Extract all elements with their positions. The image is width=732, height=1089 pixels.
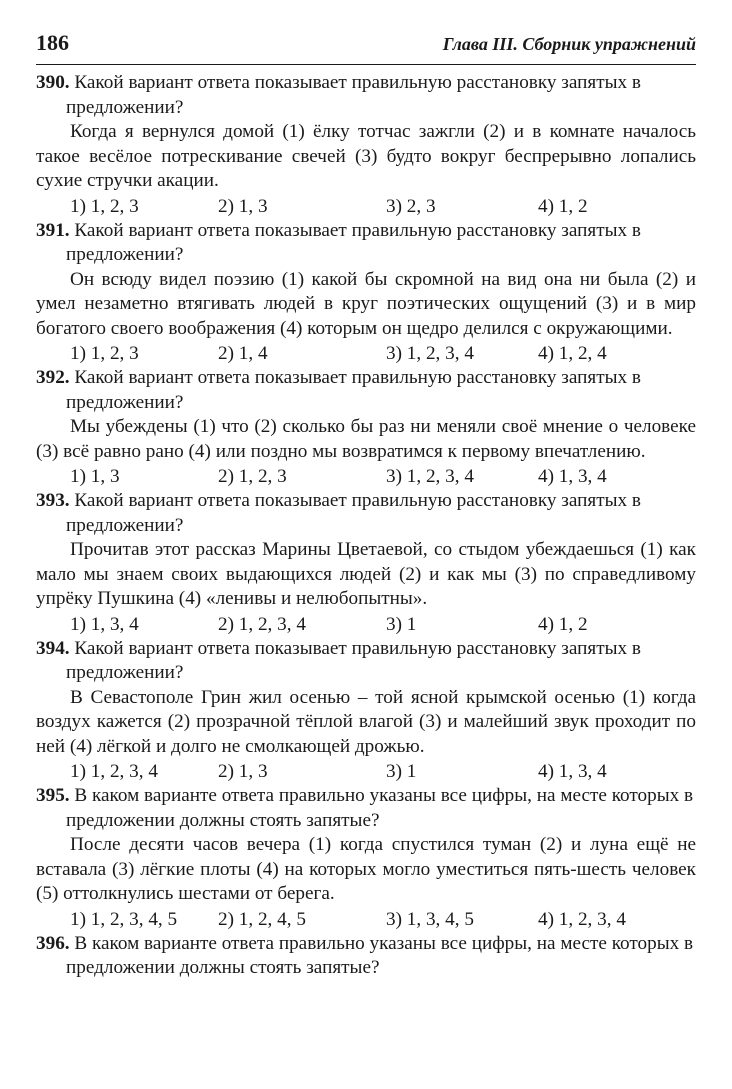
page-number: 186 bbox=[36, 30, 69, 55]
answer-options bbox=[36, 759, 696, 784]
exercise-question bbox=[36, 784, 696, 833]
question-text: Какой вариант ответа показывает правильную расстановку запятых в предложении? bbox=[66, 490, 641, 536]
answer-options bbox=[36, 464, 696, 489]
exercise-392 bbox=[36, 366, 696, 489]
answer-options bbox=[36, 341, 696, 366]
answer-option: 3) 1 bbox=[386, 761, 417, 782]
answer-options bbox=[36, 194, 696, 219]
exercise-number: 390. bbox=[36, 72, 70, 93]
answer-option: 4) 1, 2 bbox=[538, 613, 588, 635]
page-header bbox=[36, 30, 696, 65]
exercise-number: 391. bbox=[36, 219, 70, 241]
question-text: Какой вариант ответа показывает правильную расстановку запятых в предложении? bbox=[66, 219, 641, 265]
answer-option: 4) 1, 3, 4 bbox=[538, 761, 607, 782]
question-text: В каком варианте ответа правильно указаны все цифры, на месте которых в предложении должны стоять запятые? bbox=[66, 932, 694, 978]
answer-option: 2) 1, 3 bbox=[218, 761, 268, 782]
answer-option: 4) 1, 2, 3, 4 bbox=[538, 908, 626, 930]
answer-options bbox=[36, 907, 696, 932]
exercise-sentence: Когда я вернулся домой (1) ёлку тотчас зажгли (2) и в комнате началось такое весёлое потрескивание свечей (3) будто вокруг беспрерывно лопались сухие стручки акации. bbox=[36, 121, 696, 191]
exercise-sentence: Мы убеждены (1) что (2) сколько бы раз ни меняли своё мнение о человеке (3) всё равно рано (4) или поздно мы возвратимся к первому впечатлению. bbox=[36, 416, 696, 462]
exercise-question bbox=[36, 932, 696, 981]
answer-option: 1) 1, 2, 3 bbox=[70, 195, 139, 217]
answer-option: 1) 1, 2, 3, 4, 5 bbox=[70, 908, 178, 930]
answer-option: 3) 1, 2, 3, 4 bbox=[386, 343, 474, 364]
exercise-question bbox=[36, 219, 696, 268]
question-text: Какой вариант ответа показывает правильную расстановку запятых в предложении? bbox=[66, 72, 641, 118]
question-text: Какой вариант ответа показывает правильную расстановку запятых в предложении? bbox=[66, 637, 641, 683]
exercise-question bbox=[36, 71, 696, 120]
exercise-396 bbox=[36, 932, 696, 981]
chapter-title: Глава III. Сборник упражнений bbox=[442, 34, 696, 54]
answer-option: 4) 1, 2, 4 bbox=[538, 343, 607, 364]
exercise-sentence: После десяти часов вечера (1) когда спустился туман (2) и луна ещё не вставала (3) лёгкие плоты (4) на которых могло уместиться пять-шесть человек (5) оттолкнулись шестами от берега. bbox=[36, 834, 696, 904]
answer-option: 1) 1, 2, 3 bbox=[70, 343, 139, 364]
exercise-number: 395. bbox=[36, 785, 70, 806]
exercise-number: 393. bbox=[36, 490, 70, 511]
book-page bbox=[36, 30, 696, 981]
answer-option: 3) 1, 3, 4, 5 bbox=[386, 908, 474, 930]
exercise-number: 392. bbox=[36, 367, 70, 388]
exercise-393 bbox=[36, 489, 696, 637]
exercise-question bbox=[36, 489, 696, 538]
answer-option: 3) 2, 3 bbox=[386, 195, 436, 217]
answer-option: 4) 1, 2 bbox=[538, 195, 588, 217]
answer-option: 3) 1, 2, 3, 4 bbox=[386, 466, 474, 487]
exercise-395 bbox=[36, 784, 696, 932]
exercise-question bbox=[36, 366, 696, 415]
answer-option: 2) 1, 2, 3 bbox=[218, 466, 287, 487]
answer-option: 3) 1 bbox=[386, 613, 417, 635]
answer-option: 2) 1, 3 bbox=[218, 195, 268, 217]
exercise-question bbox=[36, 637, 696, 686]
answer-option: 2) 1, 4 bbox=[218, 343, 268, 364]
answer-options bbox=[36, 612, 696, 637]
answer-option: 2) 1, 2, 4, 5 bbox=[218, 908, 306, 930]
answer-option: 4) 1, 3, 4 bbox=[538, 466, 607, 487]
exercise-394 bbox=[36, 637, 696, 785]
exercise-sentence: Он всюду видел поэзию (1) какой бы скромной на вид она ни была (2) и умел незаметно втягивать людей в круг поэтических ощущений (3) и в мир богатого своего воображения (4) которым он щедро делился с окружающими. bbox=[36, 268, 696, 339]
question-text: Какой вариант ответа показывает правильную расстановку запятых в предложении? bbox=[66, 367, 641, 413]
exercise-number: 394. bbox=[36, 637, 70, 659]
answer-option: 1) 1, 3, 4 bbox=[70, 613, 139, 635]
answer-option: 1) 1, 3 bbox=[70, 466, 120, 487]
exercise-391 bbox=[36, 219, 696, 367]
exercise-390 bbox=[36, 71, 696, 219]
exercise-sentence: В Севастополе Грин жил осенью – той ясной крымской осенью (1) когда воздух кажется (2) прозрачной тёплой влагой (3) и малейший звук проходит по ней (4) лёгкой и долго не смолкающей дрожью. bbox=[36, 686, 696, 757]
question-text: В каком варианте ответа правильно указаны все цифры, на месте которых в предложении должны стоять запятые? bbox=[66, 785, 694, 831]
answer-option: 1) 1, 2, 3, 4 bbox=[70, 761, 158, 782]
exercise-sentence: Прочитав этот рассказ Марины Цветаевой, со стыдом убеждаешься (1) как мало мы знаем своих выдающихся людей (2) и как мы (3) по справедливому упрёку Пушкина (4) «ленивы и нелюбопытны». bbox=[36, 539, 696, 609]
exercise-number: 396. bbox=[36, 932, 70, 954]
answer-option: 2) 1, 2, 3, 4 bbox=[218, 613, 306, 635]
